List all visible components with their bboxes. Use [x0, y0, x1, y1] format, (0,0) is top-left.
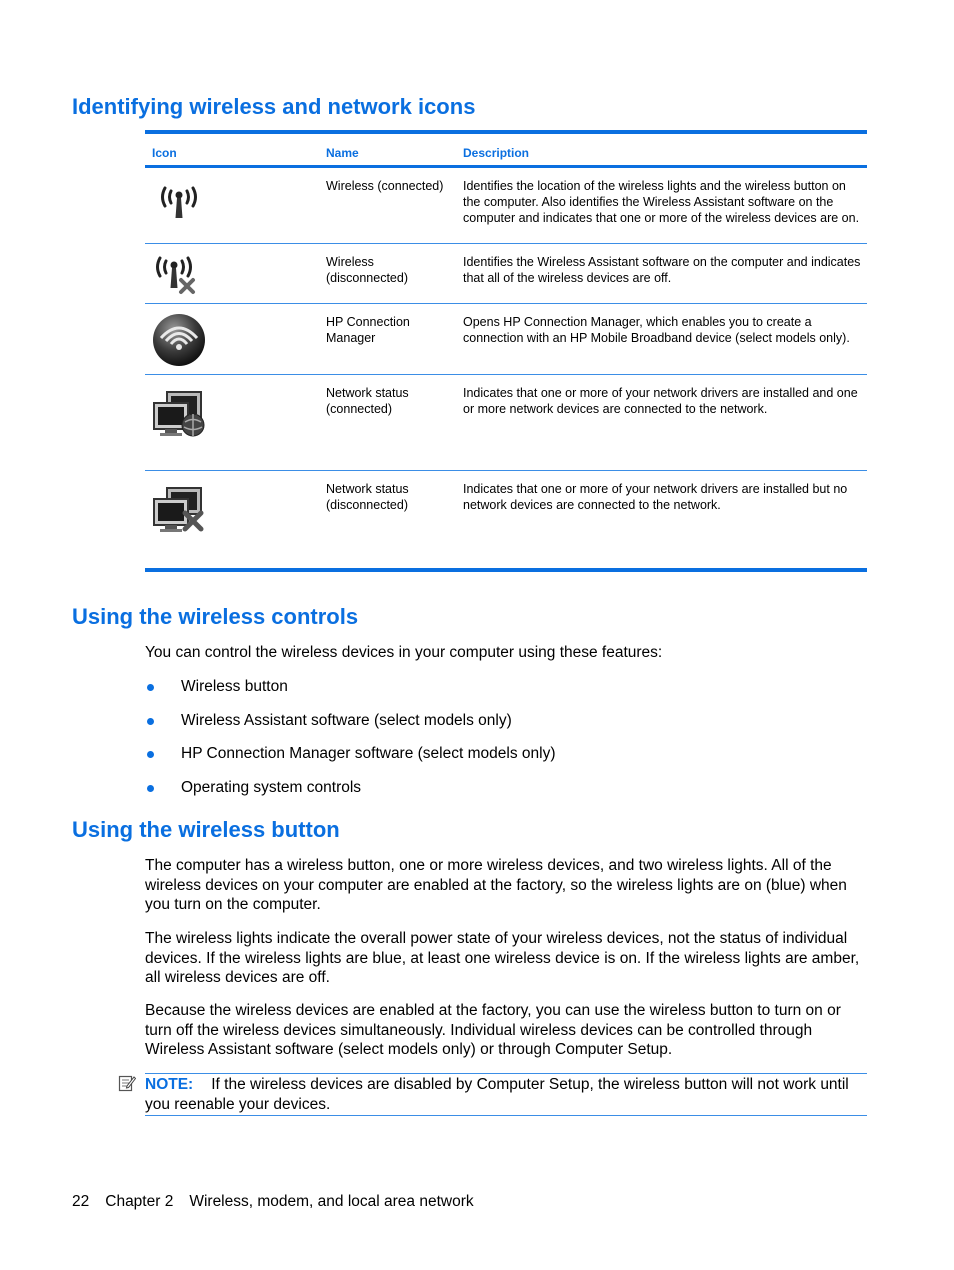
- paragraph: Because the wireless devices are enabled at the factory, you can use the wireless button to turn on or turn off the wireless devices simultaneously. Individual wireless devices can be controlled through Wireless Assistant software (select models only) or through Computer Setup.: [145, 1002, 841, 1058]
- list-item-text: Wireless Assistant software (select models only): [181, 711, 512, 729]
- list-item: [145, 778, 555, 812]
- chapter-title: Wireless, modem, and local area network: [189, 1193, 474, 1210]
- list-item-text: HP Connection Manager software (select models only): [181, 745, 556, 763]
- list-item-text: Wireless button: [181, 678, 288, 695]
- page-footer: [72, 1193, 474, 1211]
- row-description: Indicates that one or more of your network drivers are installed and one or more network devices are connected to the network.: [463, 386, 858, 416]
- row-description: Identifies the location of the wireless lights and the wireless button on the computer. Also identifies the Wireless Assistant software on the computer and indicates that one or more of the wireless devices are on.: [463, 179, 860, 225]
- bullet-icon: [147, 785, 154, 792]
- table-row: [145, 375, 867, 471]
- note-box: [145, 1073, 867, 1116]
- chapter-label: Chapter 2: [105, 1193, 174, 1210]
- table-row: [145, 168, 867, 244]
- row-description: Identifies the Wireless Assistant software on the computer and indicates that all of the wireless devices are off.: [463, 255, 861, 285]
- row-name: HP Connection Manager: [326, 315, 410, 345]
- row-name: Network status (disconnected): [326, 482, 409, 512]
- network-disconnected-icon: [151, 485, 209, 540]
- section-heading-icons: Identifying wireless and network icons: [72, 94, 476, 119]
- network-connected-icon: [151, 389, 209, 444]
- list-item: [145, 677, 555, 711]
- note-icon: [118, 1074, 136, 1097]
- note-text: If the wireless devices are disabled by Computer Setup, the wireless button will not work until you reenable your devices.: [145, 1076, 849, 1113]
- hp-connection-manager-icon: [151, 312, 207, 373]
- controls-intro: You can control the wireless devices in your computer using these features:: [145, 644, 663, 661]
- bullet-icon: [147, 718, 154, 725]
- row-name: Network status (connected): [326, 386, 409, 416]
- row-description: Indicates that one or more of your network drivers are installed but no network devices are connected to the network.: [463, 482, 848, 512]
- note-label: NOTE:: [145, 1076, 194, 1093]
- table-row: [145, 304, 867, 375]
- bullet-icon: [147, 751, 154, 758]
- column-header-icon: Icon: [152, 146, 177, 160]
- column-header-description: Description: [463, 146, 530, 160]
- row-description: Opens HP Connection Manager, which enables you to create a connection with an HP Mobile Broadband device (select models only).: [463, 315, 850, 345]
- page-number: 22: [72, 1193, 90, 1210]
- row-name: Wireless (disconnected): [326, 255, 408, 285]
- paragraph: The computer has a wireless button, one or more wireless devices, and two wireless lights. All of the wireless devices on your computer are enabled at the factory, so the wireless lights are on (blue) when you turn on the computer.: [145, 857, 847, 913]
- table-row: [145, 471, 867, 572]
- section-heading-button: Using the wireless button: [72, 817, 340, 842]
- bullet-icon: [147, 684, 154, 691]
- table-row: [145, 244, 867, 304]
- row-name: Wireless (connected): [326, 179, 444, 193]
- column-header-name: Name: [326, 146, 359, 160]
- list-item: [145, 744, 555, 778]
- controls-list: [145, 677, 555, 812]
- section-heading-controls: Using the wireless controls: [72, 604, 359, 629]
- paragraph: The wireless lights indicate the overall power state of your wireless devices, not the status of individual devices. If the wireless lights are blue, at least one wireless device is on. If the wireless lights are amber, all wireless devices are off.: [145, 930, 860, 986]
- icons-table: [145, 130, 867, 572]
- wireless-disconnected-icon: [151, 250, 207, 301]
- wireless-connected-icon: [151, 178, 207, 227]
- list-item: [145, 711, 555, 745]
- list-item-text: Operating system controls: [181, 779, 362, 797]
- table-header: [145, 134, 867, 168]
